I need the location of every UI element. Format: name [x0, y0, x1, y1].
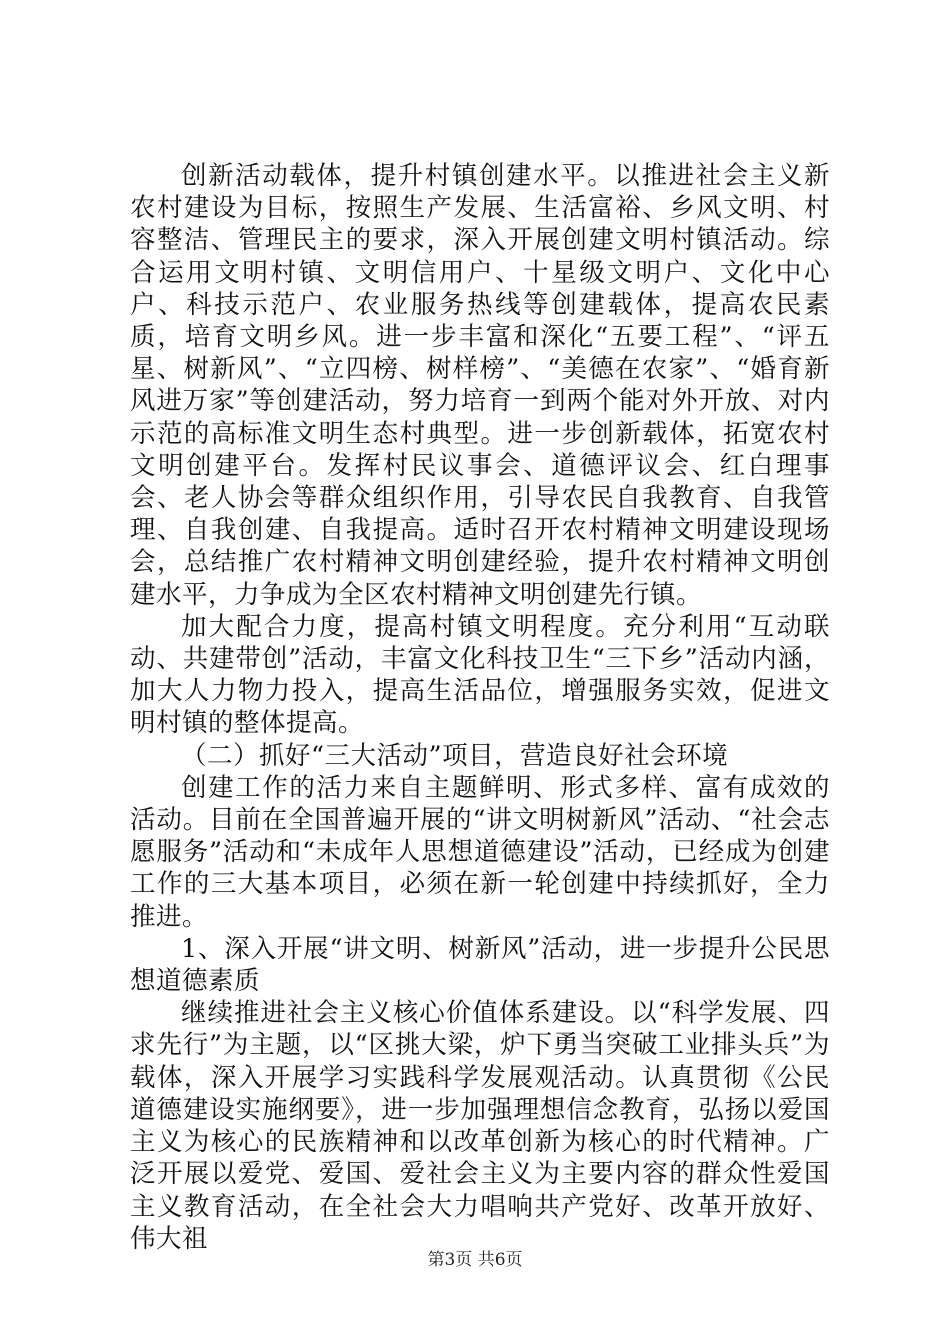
- paragraph-cooperation: 加大配合力度，提高村镇文明程度。充分利用“互动联动、共建带创”活动，丰富文化科技卫生“三下乡”活动内涵，加大人力物力投入，提高生活品位，增强服务实效，促进文明村镇的整体提高。: [130, 611, 830, 739]
- subsection-heading-civility: 1、深入开展“讲文明、树新风”活动，进一步提升公民思想道德素质: [130, 933, 830, 997]
- page-footer: 第3页 共6页: [427, 1250, 523, 1270]
- section-heading-three-activities: （二）抓好“三大活动”项目，营造良好社会环境: [181, 740, 729, 771]
- paragraph-activities-intro: 创建工作的活力来自主题鲜明、形式多样、富有成效的活动。目前在全国普遍开展的“讲文明树新风”活动、“社会志愿服务”活动和“未成年人思想道德建设”活动，已经成为创建工作的三大基本项目，必须在新一轮创建中持续抓好，全力推进。: [130, 772, 830, 932]
- paragraph-rural-activities: 创新活动载体，提升村镇创建水平。以推进社会主义新农村建设为目标，按照生产发展、生活富裕、乡风文明、村容整洁、管理民主的要求，深入开展创建文明村镇活动。综合运用文明村镇、文明信用户、十星级文明户、文化中心户、科技示范户、农业服务热线等创建载体，提高农民素质，培育文明乡风。进一步丰富和深化“五要工程”、“评五星、树新风”、“立四榜、树样榜”、“美德在农家”、“婚育新风进万家”等创建活动，努力培育一到两个能对外开放、对内示范的高标准文明生态村典型。进一步创新载体，拓宽农村文明创建平台。发挥村民议事会、道德评议会、红白理事会、老人协会等群众组织作用，引导农民自我教育、自我管理、自我创建、自我提高。适时召开农村精神文明建设现场会，总结推广农村精神文明创建经验，提升农村精神文明创建水平，力争成为全区农村精神文明创建先行镇。: [130, 161, 830, 610]
- document-body: [130, 160, 830, 1255]
- paragraph-core-values: 继续推进社会主义核心价值体系建设。以“科学发展、四求先行”为主题，以“区挑大梁，炉下勇当突破工业排头兵”为载体，深入开展学习实践科学发展观活动。认真贯彻《公民道德建设实施纲要》，进一步加强理想信念教育，弘扬以爱国主义为核心的民族精神和以改革创新为核心的时代精神。广泛开展以爱党、爱国、爱社会主义为主要内容的群众性爱国主义教育活动，在全社会大力唱响共产党好、改革开放好、伟大祖: [130, 998, 830, 1254]
